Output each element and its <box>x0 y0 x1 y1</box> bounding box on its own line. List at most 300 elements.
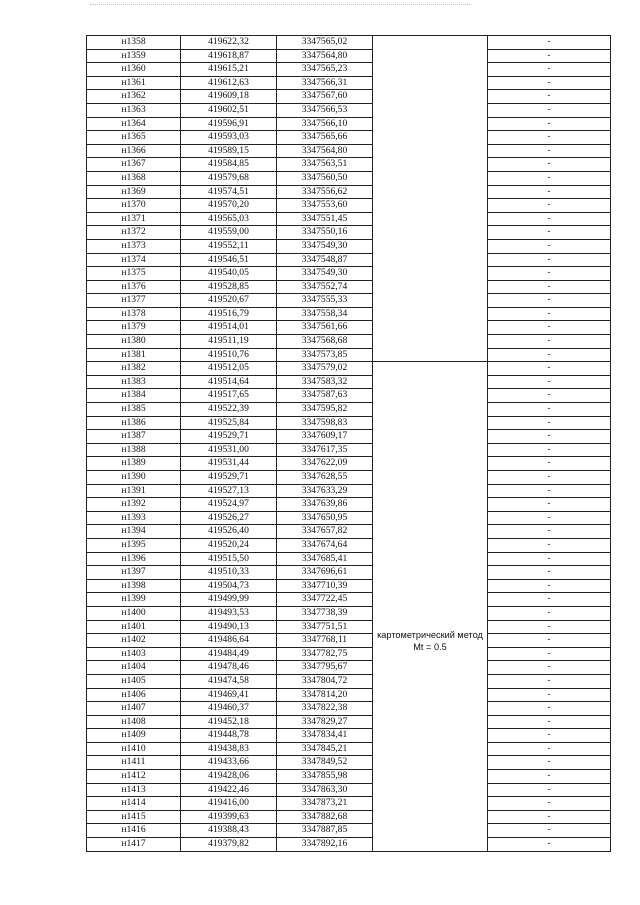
point-id-cell: н1370 <box>87 199 181 213</box>
y-coordinate-cell: 3347549,30 <box>277 239 373 253</box>
point-id-cell: н1375 <box>87 267 181 281</box>
table-row <box>87 253 611 267</box>
description-cell: - <box>488 783 611 797</box>
y-coordinate-cell: 3347566,31 <box>277 76 373 90</box>
table-row <box>87 158 611 172</box>
y-coordinate-cell: 3347849,52 <box>277 756 373 770</box>
x-coordinate-cell: 419593,03 <box>181 131 277 145</box>
y-coordinate-cell: 3347738,39 <box>277 606 373 620</box>
point-id-cell: н1403 <box>87 647 181 661</box>
x-coordinate-cell: 419602,51 <box>181 103 277 117</box>
x-coordinate-cell: 419520,24 <box>181 538 277 552</box>
table-row <box>87 715 611 729</box>
table-row <box>87 144 611 158</box>
point-id-cell: н1379 <box>87 321 181 335</box>
x-coordinate-cell: 419388,43 <box>181 824 277 838</box>
description-cell: - <box>488 362 611 376</box>
description-cell: - <box>488 797 611 811</box>
y-coordinate-cell: 3347565,23 <box>277 63 373 77</box>
description-cell: - <box>488 620 611 634</box>
table-row <box>87 280 611 294</box>
description-cell: - <box>488 579 611 593</box>
x-coordinate-cell: 419540,05 <box>181 267 277 281</box>
description-cell: - <box>488 375 611 389</box>
table-row <box>87 389 611 403</box>
x-coordinate-cell: 419379,82 <box>181 838 277 852</box>
y-coordinate-cell: 3347563,51 <box>277 158 373 172</box>
x-coordinate-cell: 419486,64 <box>181 634 277 648</box>
x-coordinate-cell: 419570,20 <box>181 199 277 213</box>
x-coordinate-cell: 419514,01 <box>181 321 277 335</box>
description-cell: - <box>488 498 611 512</box>
y-coordinate-cell: 3347674,64 <box>277 538 373 552</box>
point-id-cell: н1413 <box>87 783 181 797</box>
description-cell: - <box>488 606 611 620</box>
table-row <box>87 63 611 77</box>
point-id-cell: н1395 <box>87 538 181 552</box>
y-coordinate-cell: 3347566,10 <box>277 117 373 131</box>
x-coordinate-cell: 419622,32 <box>181 36 277 50</box>
x-coordinate-cell: 419460,37 <box>181 702 277 716</box>
y-coordinate-cell: 3347845,21 <box>277 742 373 756</box>
x-coordinate-cell: 419596,91 <box>181 117 277 131</box>
x-coordinate-cell: 419526,40 <box>181 525 277 539</box>
y-coordinate-cell: 3347550,16 <box>277 226 373 240</box>
description-cell: - <box>488 416 611 430</box>
description-cell: - <box>488 90 611 104</box>
y-coordinate-cell: 3347650,95 <box>277 511 373 525</box>
point-id-cell: н1384 <box>87 389 181 403</box>
table-row <box>87 484 611 498</box>
description-cell: - <box>488 824 611 838</box>
y-coordinate-cell: 3347553,60 <box>277 199 373 213</box>
table-row <box>87 403 611 417</box>
point-id-cell: н1394 <box>87 525 181 539</box>
y-coordinate-cell: 3347657,82 <box>277 525 373 539</box>
description-cell: - <box>488 403 611 417</box>
y-coordinate-cell: 3347863,30 <box>277 783 373 797</box>
description-cell: - <box>488 484 611 498</box>
y-coordinate-cell: 3347685,41 <box>277 552 373 566</box>
x-coordinate-cell: 419484,49 <box>181 647 277 661</box>
point-id-cell: н1364 <box>87 117 181 131</box>
table-row <box>87 647 611 661</box>
table-row <box>87 674 611 688</box>
x-coordinate-cell: 419612,63 <box>181 76 277 90</box>
point-id-cell: н1417 <box>87 838 181 852</box>
description-cell: - <box>488 688 611 702</box>
point-id-cell: н1415 <box>87 810 181 824</box>
scan-header-artifact <box>90 4 470 11</box>
x-coordinate-cell: 419516,79 <box>181 307 277 321</box>
point-id-cell: н1392 <box>87 498 181 512</box>
y-coordinate-cell: 3347804,72 <box>277 674 373 688</box>
y-coordinate-cell: 3347579,02 <box>277 362 373 376</box>
point-id-cell: н1408 <box>87 715 181 729</box>
description-cell: - <box>488 144 611 158</box>
y-coordinate-cell: 3347609,17 <box>277 430 373 444</box>
table-row <box>87 226 611 240</box>
x-coordinate-cell: 419433,66 <box>181 756 277 770</box>
description-cell: - <box>488 702 611 716</box>
point-id-cell: н1367 <box>87 158 181 172</box>
point-id-cell: н1407 <box>87 702 181 716</box>
x-coordinate-cell: 419422,46 <box>181 783 277 797</box>
point-id-cell: н1377 <box>87 294 181 308</box>
table-row <box>87 76 611 90</box>
table-row <box>87 579 611 593</box>
description-cell: - <box>488 552 611 566</box>
description-cell: - <box>488 267 611 281</box>
y-coordinate-cell: 3347565,66 <box>277 131 373 145</box>
description-cell: - <box>488 348 611 362</box>
point-id-cell: н1387 <box>87 430 181 444</box>
point-id-cell: н1416 <box>87 824 181 838</box>
x-coordinate-cell: 419522,39 <box>181 403 277 417</box>
y-coordinate-cell: 3347564,80 <box>277 144 373 158</box>
description-cell: - <box>488 756 611 770</box>
y-coordinate-cell: 3347855,98 <box>277 770 373 784</box>
x-coordinate-cell: 419416,00 <box>181 797 277 811</box>
table-row <box>87 511 611 525</box>
table-row <box>87 742 611 756</box>
point-id-cell: н1363 <box>87 103 181 117</box>
table-row <box>87 199 611 213</box>
description-cell: - <box>488 253 611 267</box>
description-cell: - <box>488 212 611 226</box>
description-cell: - <box>488 634 611 648</box>
x-coordinate-cell: 419511,19 <box>181 335 277 349</box>
table-row <box>87 471 611 485</box>
y-coordinate-cell: 3347887,85 <box>277 824 373 838</box>
x-coordinate-cell: 419399,63 <box>181 810 277 824</box>
point-id-cell: н1399 <box>87 593 181 607</box>
y-coordinate-cell: 3347598,83 <box>277 416 373 430</box>
point-id-cell: н1411 <box>87 756 181 770</box>
table-row <box>87 702 611 716</box>
description-cell: - <box>488 294 611 308</box>
point-id-cell: н1359 <box>87 49 181 63</box>
x-coordinate-cell: 419517,65 <box>181 389 277 403</box>
point-id-cell: н1409 <box>87 729 181 743</box>
y-coordinate-cell: 3347556,62 <box>277 185 373 199</box>
point-id-cell: н1401 <box>87 620 181 634</box>
x-coordinate-cell: 419529,71 <box>181 430 277 444</box>
x-coordinate-cell: 419428,06 <box>181 770 277 784</box>
point-id-cell: н1365 <box>87 131 181 145</box>
x-coordinate-cell: 419574,51 <box>181 185 277 199</box>
description-cell: - <box>488 199 611 213</box>
point-id-cell: н1402 <box>87 634 181 648</box>
point-id-cell: н1390 <box>87 471 181 485</box>
point-id-cell: н1388 <box>87 443 181 457</box>
table-row <box>87 49 611 63</box>
x-coordinate-cell: 419618,87 <box>181 49 277 63</box>
table-row <box>87 416 611 430</box>
description-cell: - <box>488 63 611 77</box>
table-row <box>87 335 611 349</box>
description-cell: - <box>488 443 611 457</box>
description-cell: - <box>488 36 611 50</box>
y-coordinate-cell: 3347822,38 <box>277 702 373 716</box>
description-cell: - <box>488 117 611 131</box>
point-id-cell: н1383 <box>87 375 181 389</box>
description-cell: - <box>488 647 611 661</box>
x-coordinate-cell: 419579,68 <box>181 171 277 185</box>
y-coordinate-cell: 3347558,34 <box>277 307 373 321</box>
x-coordinate-cell: 419474,58 <box>181 674 277 688</box>
point-id-cell: н1371 <box>87 212 181 226</box>
table-row <box>87 430 611 444</box>
point-id-cell: н1412 <box>87 770 181 784</box>
y-coordinate-cell: 3347782,75 <box>277 647 373 661</box>
y-coordinate-cell: 3347710,39 <box>277 579 373 593</box>
table-row <box>87 457 611 471</box>
x-coordinate-cell: 419546,51 <box>181 253 277 267</box>
y-coordinate-cell: 3347565,02 <box>277 36 373 50</box>
y-coordinate-cell: 3347548,87 <box>277 253 373 267</box>
coordinates-table <box>86 35 611 852</box>
point-id-cell: н1389 <box>87 457 181 471</box>
point-id-cell: н1414 <box>87 797 181 811</box>
point-id-cell: н1406 <box>87 688 181 702</box>
x-coordinate-cell: 419504,73 <box>181 579 277 593</box>
description-cell: - <box>488 525 611 539</box>
point-id-cell: н1382 <box>87 362 181 376</box>
table-row <box>87 90 611 104</box>
table-row <box>87 362 611 376</box>
x-coordinate-cell: 419499,99 <box>181 593 277 607</box>
x-coordinate-cell: 419520,67 <box>181 294 277 308</box>
y-coordinate-cell: 3347568,68 <box>277 335 373 349</box>
x-coordinate-cell: 419528,85 <box>181 280 277 294</box>
point-id-cell: н1361 <box>87 76 181 90</box>
x-coordinate-cell: 419469,41 <box>181 688 277 702</box>
description-cell: - <box>488 715 611 729</box>
y-coordinate-cell: 3347814,20 <box>277 688 373 702</box>
table-row <box>87 36 611 50</box>
y-coordinate-cell: 3347622,09 <box>277 457 373 471</box>
y-coordinate-cell: 3347892,16 <box>277 838 373 852</box>
table-row <box>87 661 611 675</box>
description-cell: - <box>488 103 611 117</box>
x-coordinate-cell: 419524,97 <box>181 498 277 512</box>
table-row <box>87 620 611 634</box>
point-id-cell: н1410 <box>87 742 181 756</box>
x-coordinate-cell: 419510,76 <box>181 348 277 362</box>
y-coordinate-cell: 3347564,80 <box>277 49 373 63</box>
x-coordinate-cell: 419525,84 <box>181 416 277 430</box>
x-coordinate-cell: 419589,15 <box>181 144 277 158</box>
table-row <box>87 606 611 620</box>
description-cell: - <box>488 335 611 349</box>
y-coordinate-cell: 3347583,32 <box>277 375 373 389</box>
table-row <box>87 538 611 552</box>
point-id-cell: н1404 <box>87 661 181 675</box>
table-row <box>87 566 611 580</box>
table-row <box>87 783 611 797</box>
y-coordinate-cell: 3347834,41 <box>277 729 373 743</box>
description-cell: - <box>488 471 611 485</box>
table-row <box>87 729 611 743</box>
point-id-cell: н1368 <box>87 171 181 185</box>
description-cell: - <box>488 810 611 824</box>
y-coordinate-cell: 3347628,55 <box>277 471 373 485</box>
x-coordinate-cell: 419438,83 <box>181 742 277 756</box>
x-coordinate-cell: 419514,64 <box>181 375 277 389</box>
table-row <box>87 552 611 566</box>
x-coordinate-cell: 419490,13 <box>181 620 277 634</box>
table-row <box>87 185 611 199</box>
table-row <box>87 498 611 512</box>
x-coordinate-cell: 419515,50 <box>181 552 277 566</box>
x-coordinate-cell: 419478,46 <box>181 661 277 675</box>
table-row <box>87 307 611 321</box>
y-coordinate-cell: 3347566,53 <box>277 103 373 117</box>
description-cell: - <box>488 661 611 675</box>
description-cell: - <box>488 742 611 756</box>
description-cell: - <box>488 131 611 145</box>
point-id-cell: н1366 <box>87 144 181 158</box>
point-id-cell: н1380 <box>87 335 181 349</box>
description-cell: - <box>488 185 611 199</box>
point-id-cell: н1374 <box>87 253 181 267</box>
y-coordinate-cell: 3347595,82 <box>277 403 373 417</box>
table-row <box>87 131 611 145</box>
coordinates-table-body <box>87 36 611 852</box>
description-cell: - <box>488 770 611 784</box>
method-cell <box>373 362 488 851</box>
x-coordinate-cell: 419493,53 <box>181 606 277 620</box>
x-coordinate-cell: 419565,03 <box>181 212 277 226</box>
x-coordinate-cell: 419559,00 <box>181 226 277 240</box>
y-coordinate-cell: 3347882,68 <box>277 810 373 824</box>
x-coordinate-cell: 419552,11 <box>181 239 277 253</box>
point-id-cell: н1391 <box>87 484 181 498</box>
table-row <box>87 239 611 253</box>
y-coordinate-cell: 3347573,85 <box>277 348 373 362</box>
y-coordinate-cell: 3347552,74 <box>277 280 373 294</box>
y-coordinate-cell: 3347551,45 <box>277 212 373 226</box>
table-row <box>87 294 611 308</box>
y-coordinate-cell: 3347829,27 <box>277 715 373 729</box>
x-coordinate-cell: 419526,27 <box>181 511 277 525</box>
y-coordinate-cell: 3347873,21 <box>277 797 373 811</box>
table-row <box>87 212 611 226</box>
table-row <box>87 593 611 607</box>
point-id-cell: н1386 <box>87 416 181 430</box>
point-id-cell: н1373 <box>87 239 181 253</box>
y-coordinate-cell: 3347549,30 <box>277 267 373 281</box>
point-id-cell: н1381 <box>87 348 181 362</box>
table-row <box>87 321 611 335</box>
description-cell: - <box>488 674 611 688</box>
description-cell: - <box>488 566 611 580</box>
x-coordinate-cell: 419531,44 <box>181 457 277 471</box>
point-id-cell: н1393 <box>87 511 181 525</box>
description-cell: - <box>488 838 611 852</box>
table-row <box>87 810 611 824</box>
point-id-cell: н1396 <box>87 552 181 566</box>
y-coordinate-cell: 3347555,33 <box>277 294 373 308</box>
description-cell: - <box>488 538 611 552</box>
y-coordinate-cell: 3347639,86 <box>277 498 373 512</box>
point-id-cell: н1369 <box>87 185 181 199</box>
table-row <box>87 756 611 770</box>
description-cell: - <box>488 171 611 185</box>
y-coordinate-cell: 3347751,51 <box>277 620 373 634</box>
description-cell: - <box>488 76 611 90</box>
description-cell: - <box>488 158 611 172</box>
description-cell: - <box>488 280 611 294</box>
y-coordinate-cell: 3347561,66 <box>277 321 373 335</box>
x-coordinate-cell: 419615,21 <box>181 63 277 77</box>
point-id-cell: н1360 <box>87 63 181 77</box>
method-cell-empty <box>373 36 488 362</box>
y-coordinate-cell: 3347633,29 <box>277 484 373 498</box>
table-row <box>87 824 611 838</box>
table-row <box>87 348 611 362</box>
x-coordinate-cell: 419531,00 <box>181 443 277 457</box>
point-id-cell: н1385 <box>87 403 181 417</box>
point-id-cell: н1398 <box>87 579 181 593</box>
method-text: картометрический метод Mt = 0.5 <box>377 630 483 653</box>
table-row <box>87 375 611 389</box>
point-id-cell: н1372 <box>87 226 181 240</box>
y-coordinate-cell: 3347795,67 <box>277 661 373 675</box>
x-coordinate-cell: 419584,85 <box>181 158 277 172</box>
description-cell: - <box>488 430 611 444</box>
y-coordinate-cell: 3347768,11 <box>277 634 373 648</box>
point-id-cell: н1362 <box>87 90 181 104</box>
y-coordinate-cell: 3347617,35 <box>277 443 373 457</box>
table-row <box>87 634 611 648</box>
x-coordinate-cell: 419527,13 <box>181 484 277 498</box>
description-cell: - <box>488 389 611 403</box>
point-id-cell: н1378 <box>87 307 181 321</box>
x-coordinate-cell: 419512,05 <box>181 362 277 376</box>
description-cell: - <box>488 49 611 63</box>
x-coordinate-cell: 419448,78 <box>181 729 277 743</box>
x-coordinate-cell: 419452,18 <box>181 715 277 729</box>
y-coordinate-cell: 3347560,50 <box>277 171 373 185</box>
x-coordinate-cell: 419510,33 <box>181 566 277 580</box>
point-id-cell: н1397 <box>87 566 181 580</box>
table-row <box>87 117 611 131</box>
table-row <box>87 838 611 852</box>
description-cell: - <box>488 307 611 321</box>
description-cell: - <box>488 457 611 471</box>
description-cell: - <box>488 239 611 253</box>
description-cell: - <box>488 321 611 335</box>
description-cell: - <box>488 511 611 525</box>
table-row <box>87 688 611 702</box>
table-row <box>87 797 611 811</box>
table-row <box>87 103 611 117</box>
table-row <box>87 525 611 539</box>
point-id-cell: н1400 <box>87 606 181 620</box>
table-row <box>87 443 611 457</box>
y-coordinate-cell: 3347722,45 <box>277 593 373 607</box>
point-id-cell: н1358 <box>87 36 181 50</box>
table-row <box>87 171 611 185</box>
x-coordinate-cell: 419609,18 <box>181 90 277 104</box>
description-cell: - <box>488 226 611 240</box>
y-coordinate-cell: 3347587,63 <box>277 389 373 403</box>
table-row <box>87 770 611 784</box>
table-row <box>87 267 611 281</box>
y-coordinate-cell: 3347567,60 <box>277 90 373 104</box>
